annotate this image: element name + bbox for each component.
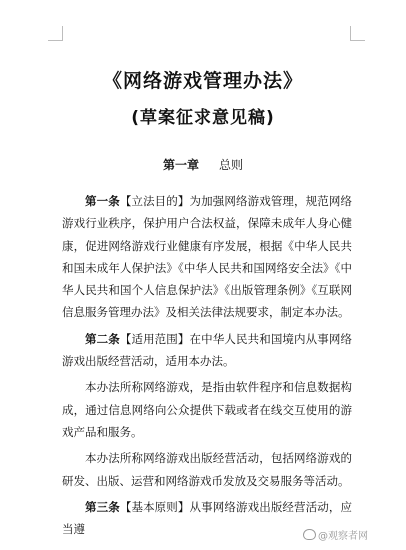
article-paragraph (62, 190, 352, 324)
article-text: 本办法所称网络游戏出版经营活动，包括网络游戏的研发、出版、运营和网络游戏币发放及交易服务等活动。 (62, 451, 352, 488)
article-paragraph (62, 376, 352, 443)
document-title: 《网络游戏管理办法》 (102, 70, 303, 92)
weibo-icon (303, 529, 316, 540)
article-number: 第三条 (85, 499, 120, 514)
document-subtitle: (草案征求意见稿) (131, 108, 275, 128)
article-paragraph (62, 328, 352, 373)
article-text: 【适用范围】在中华人民共和国境内从事网络游戏出版经营活动，适用本办法。 (62, 331, 353, 369)
crop-mark-top-right (350, 26, 365, 41)
document-body (62, 190, 352, 544)
source-watermark (303, 527, 368, 542)
crop-mark-top-left (48, 26, 63, 41)
article-text: 本办法所称网络游戏，是指由软件程序和信息数据构成，通过信息网络向公众提供下载或者在线交互使用的游戏产品和服务。 (62, 380, 352, 439)
article-text: 【立法目的】为加强网络游戏管理，规范网络游戏行业秩序，保护用户合法权益，保障未成年人身心健康，促进网络游戏行业健康有序发展，根据《中华人民共和国未成年人保护法》《中华人民共和国网络安全法》《中华人民共和国个人信息保护法》《出版管理条例》《互联网信息服务管理办法》及相关法律法规要求，制定本办法。 (62, 194, 353, 320)
watermark-text: @观察者网 (318, 531, 368, 542)
chapter-name: 总则 (219, 158, 244, 172)
chapter-number: 第一章 (162, 158, 199, 172)
article-number: 第二条 (85, 331, 120, 346)
article-number: 第一条 (85, 194, 120, 208)
chapter-heading (0, 156, 406, 173)
article-paragraph (62, 447, 352, 492)
article-text: 【基本原则】从事网络游戏出版经营活动，应当遵 (62, 499, 353, 537)
